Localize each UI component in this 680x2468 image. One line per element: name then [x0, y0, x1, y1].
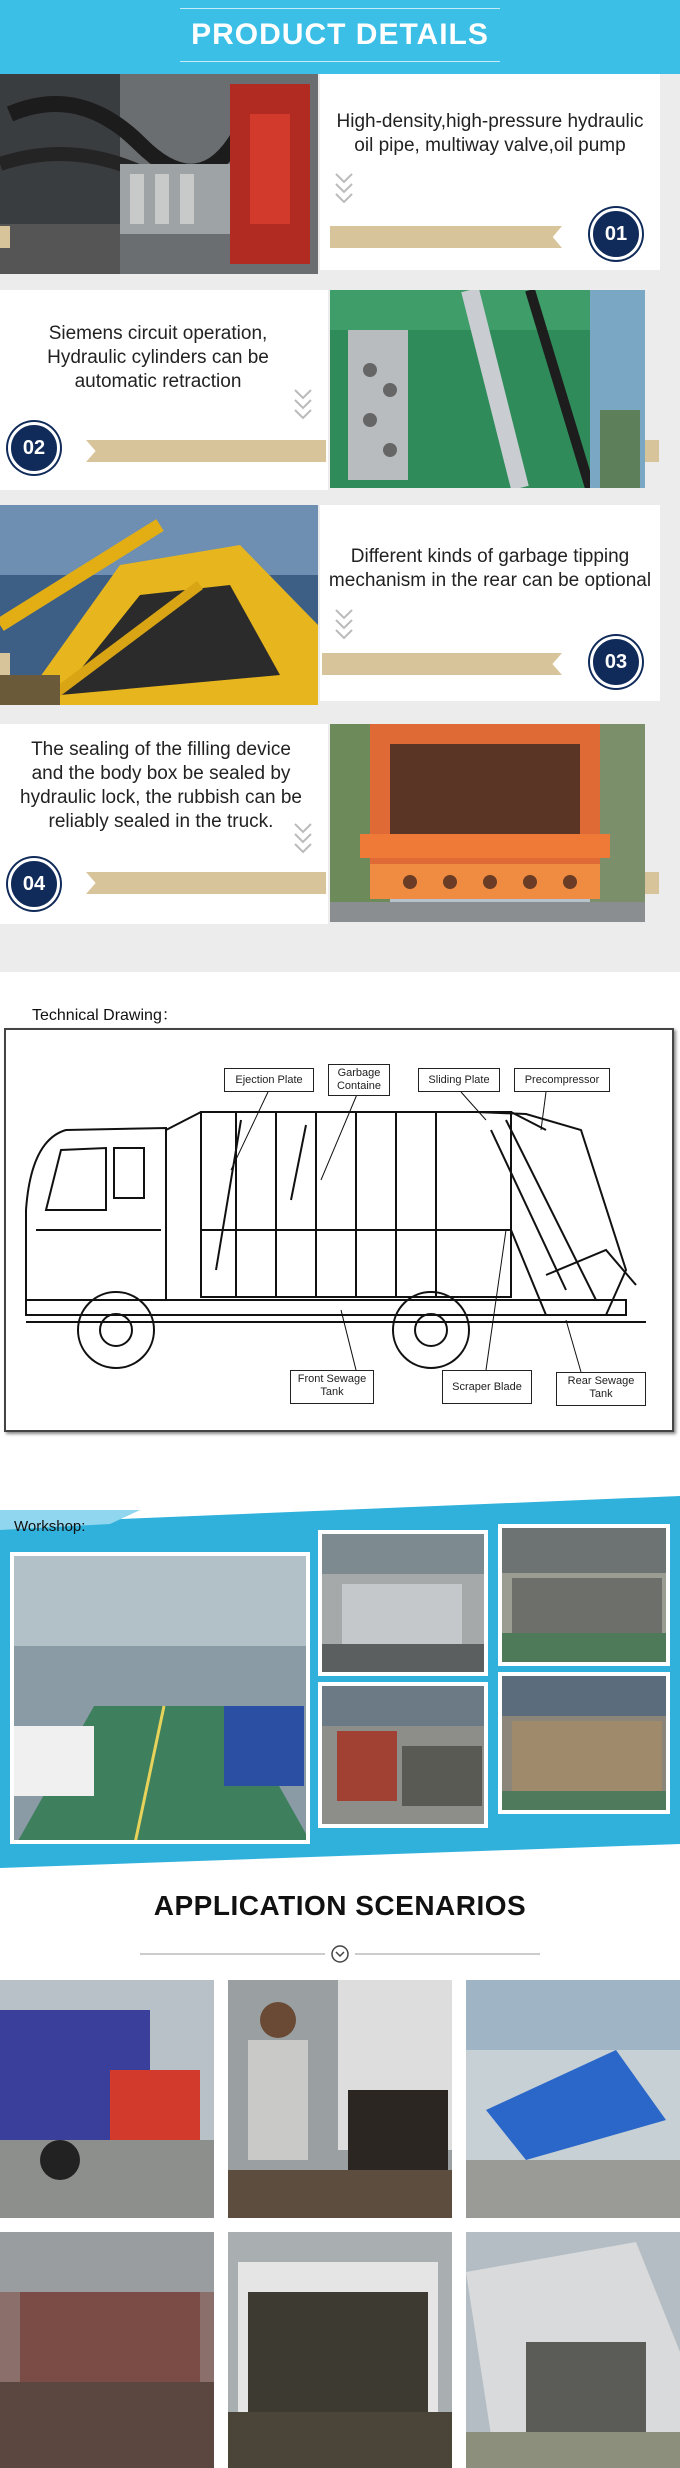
callout-precompressor: Precompressor — [514, 1068, 610, 1092]
workshop-photo-trucks-2 — [498, 1524, 670, 1666]
detail-number-badge-1: 01 — [590, 208, 642, 260]
detail-text-1: High-density,high-pressure hydraulic oil pipe, multiway valve,oil pump — [336, 111, 644, 156]
detail-bar-3 — [322, 653, 562, 675]
detail-bar-stub-1 — [0, 226, 10, 248]
chevron-down-icon — [333, 170, 355, 204]
detail-bar-stub-3 — [0, 653, 10, 675]
detail-text-4: The sealing of the filling device and the body box be sealed by hydraulic lock, the rubbish can be reliably sealed in the truck. — [20, 739, 302, 832]
scenario-photo-rear-compactor — [466, 2232, 680, 2468]
scenario-photo-bin-lift — [0, 1980, 214, 2218]
detail-text-3: Different kinds of garbage tipping mechanism in the rear can be optional — [328, 546, 652, 591]
application-title: APPLICATION SCENARIOS — [153, 1890, 527, 1921]
callout-garbage-container: Garbage Containe — [328, 1064, 390, 1096]
callout-ejection-plate: Ejection Plate — [224, 1068, 314, 1092]
scenario-photo-worker-shoveling — [228, 1980, 452, 2218]
scenario-photo-loaded-garbage — [228, 2232, 452, 2468]
chevron-down-circle-icon — [330, 1944, 350, 1964]
chevron-down-icon — [333, 606, 355, 640]
callout-scraper-blade: Scraper Blade — [442, 1370, 532, 1404]
detail-text-2: Siemens circuit operation, Hydraulic cylinders can be automatic retraction — [47, 323, 269, 392]
workshop-photo-trucks-1 — [318, 1530, 488, 1676]
yellow-tipper-photo — [0, 505, 318, 705]
detail-bar-stub-2 — [645, 440, 659, 462]
hydraulic-valve-photo — [0, 74, 318, 274]
orange-hopper-photo — [330, 724, 645, 922]
header-title: PRODUCT DETAILS — [191, 18, 489, 51]
callout-front-sewage-tank: Front Sewage Tank — [290, 1370, 374, 1404]
detail-number-badge-3: 03 — [590, 636, 642, 688]
workshop-photo-hall — [10, 1552, 310, 1844]
workshop-photo-assembly-2 — [498, 1672, 670, 1814]
green-cylinder-photo — [330, 290, 645, 488]
callout-rear-sewage-tank: Rear Sewage Tank — [556, 1372, 646, 1406]
product-details-header — [0, 0, 680, 74]
workshop-label: Workshop: — [14, 1518, 86, 1535]
workshop-photo-assembly-1 — [318, 1682, 488, 1828]
technical-drawing — [4, 1028, 674, 1432]
detail-bar-2 — [86, 440, 326, 462]
technical-drawing-label: Technical Drawing： — [32, 1007, 178, 1024]
detail-bar-stub-4 — [645, 872, 659, 894]
scenario-photo-hopper-inside — [0, 2232, 214, 2468]
chevron-down-icon — [292, 820, 314, 854]
scenario-photo-blue-tipper — [466, 1980, 680, 2218]
detail-bar-1 — [330, 226, 562, 248]
callout-sliding-plate: Sliding Plate — [418, 1068, 500, 1092]
detail-number-badge-2: 02 — [8, 422, 60, 474]
detail-bar-4 — [86, 872, 326, 894]
chevron-down-icon — [292, 386, 314, 420]
detail-number-badge-4: 04 — [8, 858, 60, 910]
